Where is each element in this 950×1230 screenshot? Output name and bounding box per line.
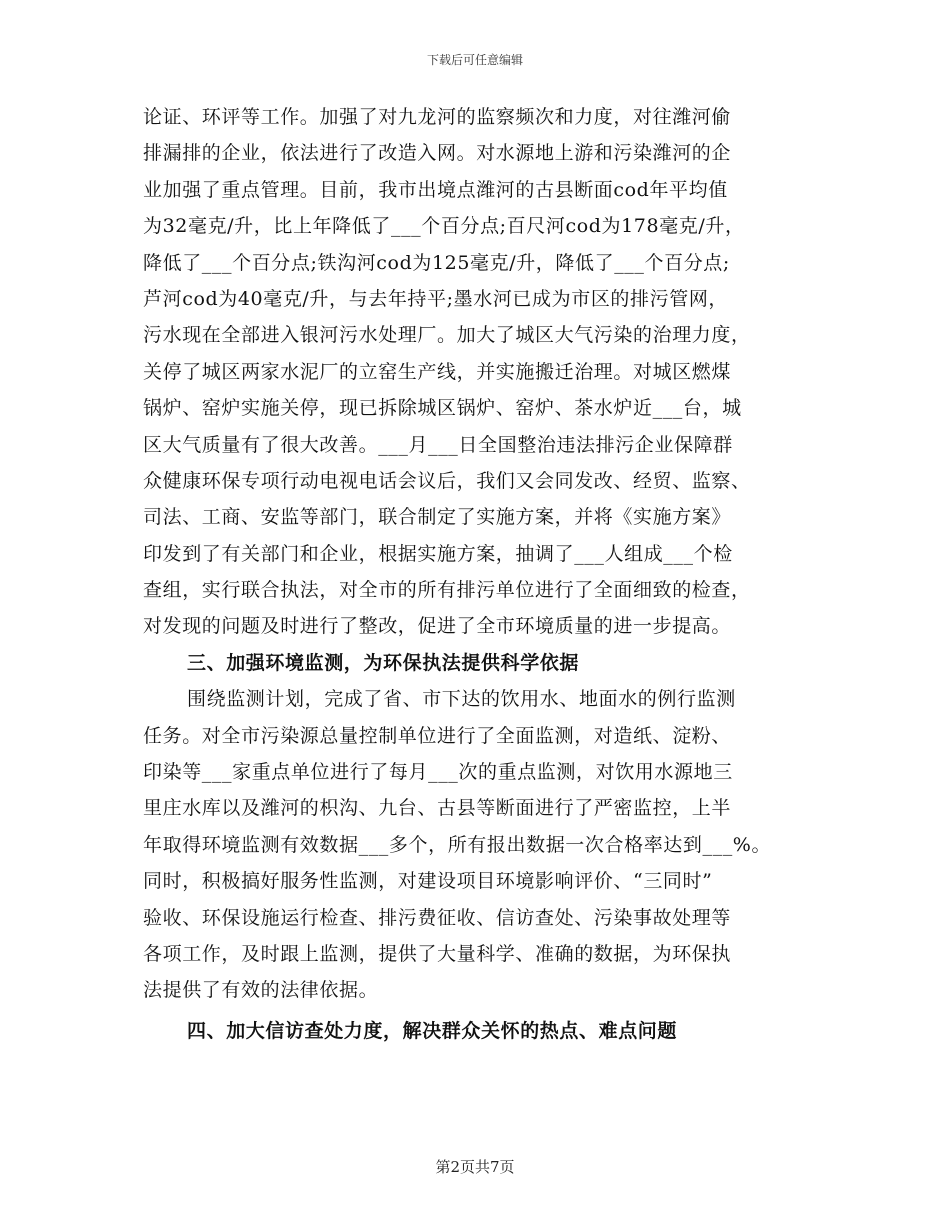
text-line: 降低了___个百分点;铁沟河cod为125毫克/升，降低了___个百分点; <box>143 251 730 274</box>
page-number: 第2页共7页 <box>435 1158 515 1176</box>
text-line: 对发现的问题及时进行了整改，促进了全市环境质量的进一步提高。 <box>143 615 732 638</box>
text-line: 锅炉、窑炉实施关停，现已拆除城区锅炉、窑炉、茶水炉近___台，城 <box>143 397 742 420</box>
text-line: 法提供了有效的法律依据。 <box>143 979 379 1002</box>
text-line: 业加强了重点管理。目前，我市出境点潍河的古县断面cod年平均值 <box>143 178 728 201</box>
text-line: 区大气质量有了很大改善。___月___日全国整治违法排污企业保障群 <box>143 433 733 456</box>
text-line: 查组，实行联合执法，对全市的所有排污单位进行了全面细致的检查， <box>143 579 751 602</box>
text-line: 论证、环评等工作。加强了对九龙河的监察频次和力度，对往潍河偷 <box>143 106 732 128</box>
text-line: 年取得环境监测有效数据___多个，所有报出数据一次合格率达到___%。 <box>143 833 772 856</box>
text-line: 任务。对全市污染源总量控制单位进行了全面监测，对造纸、淀粉、 <box>143 724 732 747</box>
text-line: 众健康环保专项行动电视电话会议后，我们又会同发改、经贸、监察、 <box>143 469 751 492</box>
paragraph-first-line: 围绕监测计划，完成了省、市下达的饮用水、地面水的例行监测 <box>187 688 736 711</box>
text-line: 污水现在全部进入银河污水处理厂。加大了城区大气污染的治理力度， <box>143 324 751 347</box>
text-line: 里庄水库以及潍河的枳沟、九台、古县等断面进行了严密监控，上半 <box>143 797 732 820</box>
text-line: 为32毫克/升，比上年降低了___个百分点;百尺河cod为178毫克/升， <box>143 215 745 238</box>
text-line: 司法、工商、安监等部门，联合制定了实施方案，并将《实施方案》 <box>143 506 732 529</box>
text-line: 排漏排的企业，依法进行了改造入网。对水源地上游和污染潍河的企 <box>143 142 732 165</box>
text-line: 关停了城区两家水泥厂的立窑生产线，并实施搬迁治理。对城区燃煤 <box>143 360 732 383</box>
section-heading-4: 四、加大信访查处力度，解决群众关怀的热点、难点问题 <box>187 1019 678 1042</box>
text-line: 芦河cod为40毫克/升，与去年持平;墨水河已成为市区的排污管网， <box>143 287 729 310</box>
section-heading-3: 三、加强环境监测，为环保执法提供科学依据 <box>187 651 580 674</box>
text-line: 印染等___家重点单位进行了每月___次的重点监测，对饮用水源地三 <box>143 761 733 784</box>
text-line: 同时，积极搞好服务性监测，对建设项目环境影响评价、“三同时” <box>143 870 713 893</box>
text-line: 各项工作，及时跟上监测，提供了大量科学、准确的数据，为环保执 <box>143 942 732 965</box>
text-line: 验收、环保设施运行检查、排污费征收、信访查处、污染事故处理等 <box>143 906 732 929</box>
text-line: 印发到了有关部门和企业，根据实施方案，抽调了___人组成___个检 <box>143 542 733 565</box>
document-body <box>143 99 823 1049</box>
page-header: 下载后可任意编辑 <box>426 53 523 67</box>
